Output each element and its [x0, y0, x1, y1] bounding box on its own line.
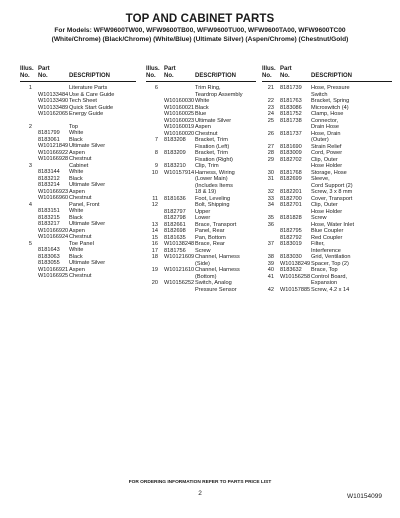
model-colors: (White/Chrome) (Black/Chrome) (White/Blue) (Ultimate Silver) (Aspen/Chrome) (Chestnut/Gold) [51, 35, 349, 43]
part-description: Quick Start Guide [69, 104, 114, 111]
part-header: Part No. [38, 66, 50, 79]
part-description: Clip, Outer [311, 202, 338, 208]
part-description: Spacer, Top (2) [311, 260, 349, 267]
part-number: 8181737 [280, 130, 302, 137]
parts-row [20, 273, 136, 280]
illus-number [20, 111, 38, 118]
part-description: Lower [195, 215, 211, 221]
part-description: Sleeve, [311, 176, 330, 182]
illus-number: 8 [154, 150, 158, 156]
part-description: Chestnut [69, 156, 92, 162]
part-description: Bracket, Trim [195, 150, 228, 156]
part-description: Strain Relief [311, 143, 342, 150]
part-description: Switch [311, 91, 328, 98]
part-description: Tech Sheet [69, 98, 97, 104]
description-header: DESCRIPTION [311, 73, 353, 79]
part-description: Fixation (Right) [195, 156, 233, 163]
part-description: Cover, Transport [311, 195, 353, 202]
part-description: Cord, Power [311, 150, 343, 156]
part-number: 8183055 [38, 260, 60, 266]
part-number: 8182797 [164, 208, 186, 215]
part-number: W10160019 [164, 124, 195, 130]
part-number: W10160030 [164, 98, 195, 104]
part-number: 8182795 [280, 228, 302, 234]
parts-row [262, 287, 392, 294]
part-number: 8181690 [280, 143, 302, 150]
header-rule [20, 81, 136, 82]
illus-number: 18 [151, 254, 158, 260]
part-description: Clip, Trim [195, 163, 219, 169]
illus-number: 41 [267, 273, 274, 280]
part-description: (Lower Main) [195, 176, 228, 182]
column-header [262, 66, 392, 80]
part-number: 8182661 [164, 221, 186, 228]
parts-column-3 [262, 66, 392, 293]
document-number: W10154099 [346, 493, 382, 500]
part-description: Blue [195, 111, 207, 117]
part-number: W10121609 [164, 254, 195, 260]
part-number: 8183214 [38, 182, 60, 188]
part-number: 8181799 [38, 130, 60, 136]
illus-number: 17 [151, 247, 158, 254]
illus-number: 33 [267, 195, 274, 202]
part-number: 8182700 [280, 195, 302, 202]
part-description: Screw, 3 x 8 mm [311, 189, 353, 195]
parts-row [20, 111, 136, 118]
illus-number: 24 [267, 111, 274, 117]
part-description: Brace, Rear [195, 241, 225, 247]
part-description: Panel, Front [69, 201, 100, 208]
column-header [146, 66, 256, 80]
part-number: 8181828 [280, 215, 302, 221]
part-number: 8183151 [38, 208, 60, 214]
part-description: Hose Holder [311, 208, 343, 215]
part-number: W10138248 [164, 241, 195, 247]
part-number: W10166923 [38, 188, 69, 195]
part-description: Bolt, Shipping [195, 202, 230, 208]
part-description: Trim Ring, [195, 85, 221, 91]
illus-number: 1 [28, 85, 32, 91]
part-number: 8181752 [280, 111, 302, 117]
ordering-note: FOR ORDERING INFORMATION REFER TO PARTS PRICE LIST [128, 480, 272, 485]
part-number: 8181635 [164, 234, 186, 241]
illus-number [146, 287, 164, 294]
illus-number: 11 [152, 195, 158, 202]
part-number: 8183208 [164, 137, 186, 143]
illus-number: 7 [154, 137, 158, 143]
part-number: W10156252 [164, 280, 195, 286]
illus-number: 2 [28, 123, 32, 130]
part-description: Connector, [311, 117, 339, 124]
part-description: Channel, Harness [195, 267, 240, 273]
part-number: W10166922 [38, 149, 69, 156]
part-description: Hose Holder [311, 163, 343, 169]
part-description: Chestnut [195, 130, 218, 137]
part-description: White [195, 98, 210, 104]
part-description: Toe Panel [69, 240, 94, 247]
illus-number: 5 [28, 240, 32, 247]
part-description: Chestnut [69, 273, 92, 279]
illus-number [20, 273, 38, 280]
illus-number: 10 [151, 169, 158, 176]
part-description: Microswitch (4) [311, 104, 349, 111]
part-description: Aspen [69, 266, 85, 273]
part-number: W10157914 [164, 169, 195, 176]
part-description: Aspen [69, 227, 85, 234]
part-description: Harness, Wiring [195, 169, 235, 176]
part-description: Ultimate Silver [69, 221, 106, 227]
illus-number: 30 [267, 169, 274, 176]
illus-number: 38 [267, 254, 274, 260]
part-description: Foot, Leveling [195, 195, 231, 202]
part-number: 8183086 [280, 104, 302, 111]
part-number: 8183212 [38, 175, 60, 182]
part-description: Hose, Water Inlet [311, 221, 355, 228]
illus-number: 34 [267, 202, 274, 208]
column-header [20, 66, 136, 80]
part-description: Black [69, 253, 83, 260]
page-number: 2 [198, 490, 202, 497]
illus-number: 9 [154, 163, 158, 169]
part-number: W10166921 [38, 266, 69, 273]
part-number: 8181768 [280, 169, 302, 176]
part-description: Expansion [311, 280, 338, 286]
header-rule [146, 81, 256, 82]
illus-number: 28 [267, 150, 274, 156]
part-description: (Includes Items [195, 182, 233, 189]
part-description: Aspen [69, 149, 85, 156]
illus-number: 16 [151, 241, 158, 247]
illus-number: 4 [28, 201, 32, 208]
part-description: Blue Coupler [311, 228, 344, 234]
part-description: Red Coupler [311, 234, 343, 241]
part-number: 8181643 [38, 247, 60, 253]
part-number: W10166928 [38, 156, 69, 162]
page-title: TOP AND CABINET PARTS [125, 13, 275, 25]
part-description: White [69, 247, 84, 253]
model-list [0, 27, 400, 44]
part-number: 8182201 [280, 189, 302, 195]
part-number: W10133484 [38, 91, 69, 98]
part-number: 8181756 [164, 247, 186, 254]
part-description: Chestnut [69, 195, 92, 201]
part-description: Hose, Pressure [311, 85, 350, 91]
part-description: White [69, 169, 84, 175]
illus-number: 42 [267, 286, 274, 293]
part-description: (Side) [195, 260, 210, 267]
part-header: Part No. [280, 66, 292, 79]
illus-number: 25 [267, 117, 274, 124]
part-number: 8182798 [164, 215, 186, 221]
part-number: 8183061 [38, 136, 60, 143]
parts-list [262, 85, 392, 293]
part-description: Grid, Ventilation [311, 254, 351, 260]
part-description: White [69, 208, 84, 214]
part-description: 18 & 19) [195, 189, 217, 195]
part-description: Pan, Bottom [195, 234, 226, 241]
part-description: Cabinet [69, 162, 89, 169]
part-description: Use & Care Guide [69, 91, 115, 98]
parts-list [20, 85, 136, 280]
part-description: Pressure Sensor [195, 286, 237, 293]
part-number: W10160020 [164, 130, 195, 137]
part-description: Storage, Hose [311, 169, 347, 176]
part-number: W10166925 [38, 273, 69, 279]
part-description: Brace, Transport [195, 221, 237, 228]
part-description: Top [69, 123, 79, 130]
illus-number: 35 [267, 215, 274, 221]
illus-number: 37 [267, 241, 274, 247]
part-number: W10166924 [38, 234, 69, 240]
part-description: (Outer) [311, 137, 329, 143]
part-description: White [69, 130, 84, 136]
part-number [164, 287, 195, 294]
illus-number: 13 [151, 221, 158, 228]
part-description: Ultimate Silver [69, 143, 106, 149]
part-description: Black [69, 214, 83, 221]
part-description: Drain Hose [311, 124, 339, 130]
part-description: Filter, [311, 241, 325, 247]
illus-number: 27 [267, 143, 274, 150]
part-description: Cord Support (2) [311, 182, 353, 189]
illus-number: 39 [267, 260, 274, 267]
part-number: W10162065 [38, 111, 69, 117]
part-description: Control Board, [311, 273, 348, 280]
part-number: 8182792 [280, 234, 302, 241]
model-numbers: For Models: WFW9600TW00, WFW9600TB00, WFW9600TU00, WFW9600TA00, WFW9600TC00 [54, 27, 346, 34]
illus-number: 22 [267, 98, 274, 104]
illus-number: 36 [267, 221, 274, 228]
part-description: Switch, Analog [195, 280, 232, 286]
part-description: Ultimate Silver [69, 260, 106, 266]
part-description: (Bottom) [195, 273, 217, 280]
part-description: Aspen [195, 124, 211, 130]
part-number: 8183217 [38, 221, 60, 227]
part-number: 8183063 [38, 253, 60, 260]
part-description: Black [195, 104, 209, 111]
illus-number: 15 [151, 234, 158, 241]
part-number: 8182698 [164, 228, 186, 234]
part-number: W10121849 [38, 143, 69, 149]
part-description: Literature Parts [69, 85, 108, 91]
part-number: W10138249 [280, 260, 311, 267]
part-number: 8183632 [280, 267, 302, 273]
illus-number: 32 [267, 189, 274, 195]
part-number: 8183210 [164, 163, 186, 169]
part-number: W10166920 [38, 227, 69, 234]
illus-number: 6 [154, 85, 158, 91]
parts-column-1 [20, 66, 136, 280]
parts-column-2 [146, 66, 256, 293]
part-description: Energy Guide [69, 111, 104, 117]
part-number: W10133490 [38, 98, 69, 104]
part-number: W10133489 [38, 104, 69, 111]
part-description: Chestnut [69, 234, 92, 240]
part-description: Fixation (Left) [195, 143, 230, 150]
part-number: W10156258 [280, 273, 311, 280]
illus-number: 19 [151, 267, 158, 273]
part-number: 8183030 [280, 254, 302, 260]
part-description: Ultimate Silver [69, 182, 106, 188]
part-description: Clip, Outer [311, 156, 338, 163]
part-description: Bracket, Spring [311, 98, 350, 104]
part-description: Clamp, Hose [311, 111, 344, 117]
part-description: Teardrop Assembly [195, 91, 243, 98]
part-description: Channel, Harness [195, 254, 240, 260]
part-header: Part No. [164, 66, 176, 79]
part-number: 8183209 [164, 150, 186, 156]
part-number: 8182702 [280, 156, 302, 163]
part-description: Screw, 4.2 x 14 [311, 286, 350, 293]
part-number: 8182699 [280, 176, 302, 182]
part-number: 8183144 [38, 169, 60, 175]
part-number: 8181739 [280, 85, 302, 91]
illus-number: 14 [151, 228, 158, 234]
part-description: Aspen [69, 188, 85, 195]
part-number: 8183215 [38, 214, 60, 221]
part-number: 8182701 [280, 202, 302, 208]
header-rule [262, 81, 392, 82]
illus-number: 26 [267, 130, 274, 137]
part-number: 8181738 [280, 117, 302, 124]
part-number: W10121610 [164, 267, 195, 273]
part-number: 8181636 [164, 195, 186, 202]
illus-number: 40 [267, 267, 274, 273]
part-description: Hose, Drain [311, 130, 341, 137]
part-description: Panel, Rear [195, 228, 225, 234]
illus-header: Illus. No. [262, 66, 276, 79]
illus-number: 31 [267, 176, 274, 182]
illus-number: 21 [267, 85, 274, 91]
part-number: W10157885 [280, 286, 311, 293]
part-description: Bracket, Trim [195, 137, 228, 143]
part-number: W10166960 [38, 195, 69, 201]
part-description: Screw [195, 247, 211, 254]
part-number: 8183019 [280, 241, 302, 247]
part-number: 8181763 [280, 98, 302, 104]
illus-header: Illus. No. [146, 66, 160, 79]
illus-number: 29 [267, 156, 274, 163]
part-number: W10160021 [164, 104, 195, 111]
part-number: W10160025 [164, 111, 195, 117]
part-description: Screw [311, 215, 327, 221]
part-number: 8183009 [280, 150, 302, 156]
illus-header: Illus. No. [20, 66, 34, 79]
description-header: DESCRIPTION [69, 73, 111, 79]
part-description: Interference [311, 247, 341, 254]
part-description: Ultimate Silver [195, 117, 232, 124]
parts-row [146, 287, 256, 294]
illus-number: 20 [151, 280, 158, 286]
illus-number: 3 [28, 162, 32, 169]
parts-list [146, 85, 256, 293]
description-header: DESCRIPTION [195, 73, 237, 79]
part-description: Black [69, 136, 83, 143]
part-description: Upper [195, 208, 211, 215]
part-number: W10160023 [164, 117, 195, 124]
illus-number: 12 [151, 202, 158, 208]
illus-number: 23 [267, 104, 274, 111]
part-description: Brace, Top [311, 267, 338, 273]
part-description: Black [69, 175, 83, 182]
